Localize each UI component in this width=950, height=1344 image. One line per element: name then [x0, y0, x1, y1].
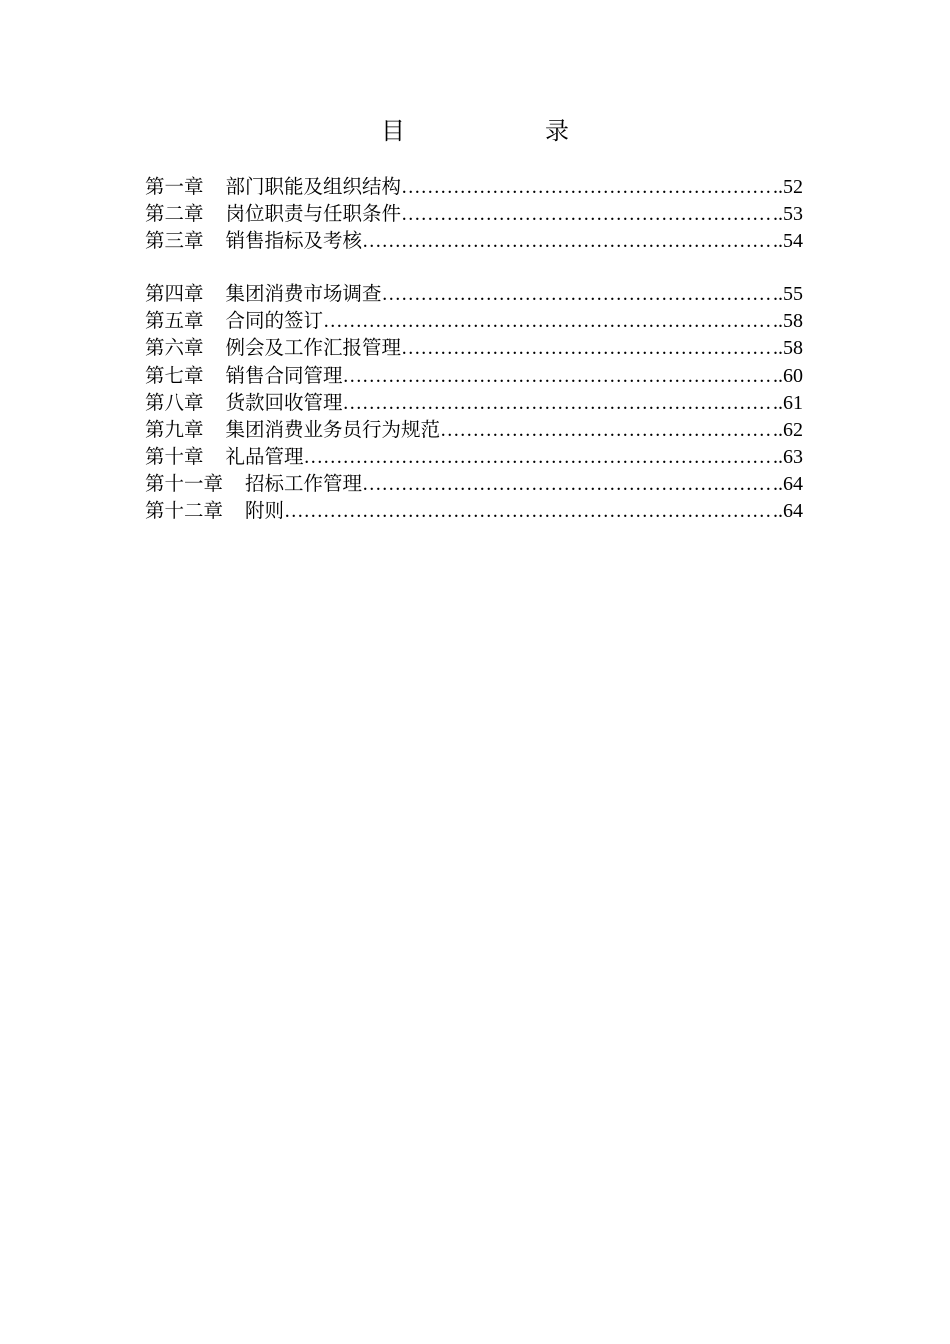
toc-page-number: ..64 — [773, 472, 803, 495]
toc-entry-title: 销售指标及考核 — [225, 229, 363, 253]
toc-chapter-label: 第十二章 — [145, 499, 224, 523]
toc-chapter-label: 第一章 — [145, 175, 204, 198]
toc-chapter-label: 第七章 — [145, 363, 204, 387]
toc-page-number: ..54 — [773, 230, 803, 253]
toc-page-number: ..60 — [773, 364, 803, 387]
toc-page-number: ..58 — [773, 310, 803, 333]
toc-chapter-label: 第六章 — [145, 336, 204, 360]
toc-page-number: ..63 — [773, 445, 803, 468]
toc-dot-leader — [343, 363, 773, 389]
toc-entry-title: 附则 — [245, 499, 285, 523]
toc-entry-title: 货款回收管理 — [225, 390, 343, 414]
toc-entry-2[interactable] — [145, 200, 803, 227]
toc-dot-leader — [343, 390, 773, 416]
toc-chapter-label: 第二章 — [145, 202, 204, 226]
toc-entry-title: 岗位职责与任职条件 — [225, 202, 402, 226]
toc-page-number: ..64 — [773, 500, 803, 523]
toc-entry-title: 销售合同管理 — [225, 363, 343, 387]
toc-entry-title: 招标工作管理 — [245, 471, 363, 495]
toc-page-number: ..62 — [773, 418, 803, 441]
toc-entry-title: 例会及工作汇报管理 — [225, 336, 402, 360]
toc-dot-leader — [362, 471, 773, 497]
toc-entry-10[interactable] — [145, 443, 803, 470]
toc-chapter-label: 第十一章 — [145, 471, 224, 495]
toc-entry-title: 部门职能及组织结构 — [225, 175, 402, 198]
toc-dot-leader — [323, 308, 773, 334]
toc-dot-leader — [304, 444, 773, 470]
toc-dot-leader — [401, 174, 773, 200]
toc-entry-7[interactable] — [145, 362, 803, 389]
toc-dot-leader — [401, 201, 773, 227]
toc-dot-leader — [362, 228, 773, 254]
toc-entry-8[interactable] — [145, 389, 803, 416]
toc-chapter-label: 第三章 — [145, 229, 204, 253]
toc-entry-12[interactable] — [145, 497, 803, 524]
toc-entry-title: 集团消费市场调查 — [225, 282, 382, 306]
toc-page-number: ..61 — [773, 391, 803, 414]
toc-entry-5[interactable] — [145, 307, 803, 334]
toc-chapter-label: 第十章 — [145, 444, 204, 468]
toc-page-number: ..53 — [773, 203, 803, 226]
page-title: 目 录 — [381, 117, 627, 145]
toc-entry-title: 礼品管理 — [225, 444, 304, 468]
toc-dot-leader — [401, 335, 773, 361]
toc-dot-leader — [382, 281, 773, 307]
toc-entry-4[interactable] — [145, 280, 803, 307]
toc-entry-11[interactable] — [145, 470, 803, 497]
toc-entry-title: 合同的签订 — [225, 309, 324, 333]
toc-dot-leader — [284, 498, 773, 524]
toc-chapter-label: 第九章 — [145, 417, 204, 441]
toc-page-number: ..58 — [773, 337, 803, 360]
table-of-contents — [145, 173, 803, 524]
toc-entry-3[interactable] — [145, 227, 803, 254]
toc-dot-leader — [440, 417, 773, 443]
toc-entry-title: 集团消费业务员行为规范 — [225, 417, 441, 441]
toc-entry-1[interactable] — [145, 173, 803, 200]
toc-page-number: ..52 — [773, 176, 803, 198]
toc-chapter-label: 第四章 — [145, 282, 204, 306]
toc-entry-9[interactable] — [145, 416, 803, 443]
toc-chapter-label: 第八章 — [145, 390, 204, 414]
toc-entry-6[interactable] — [145, 334, 803, 361]
toc-chapter-label: 第五章 — [145, 309, 204, 333]
toc-page-number: ..55 — [773, 283, 803, 306]
